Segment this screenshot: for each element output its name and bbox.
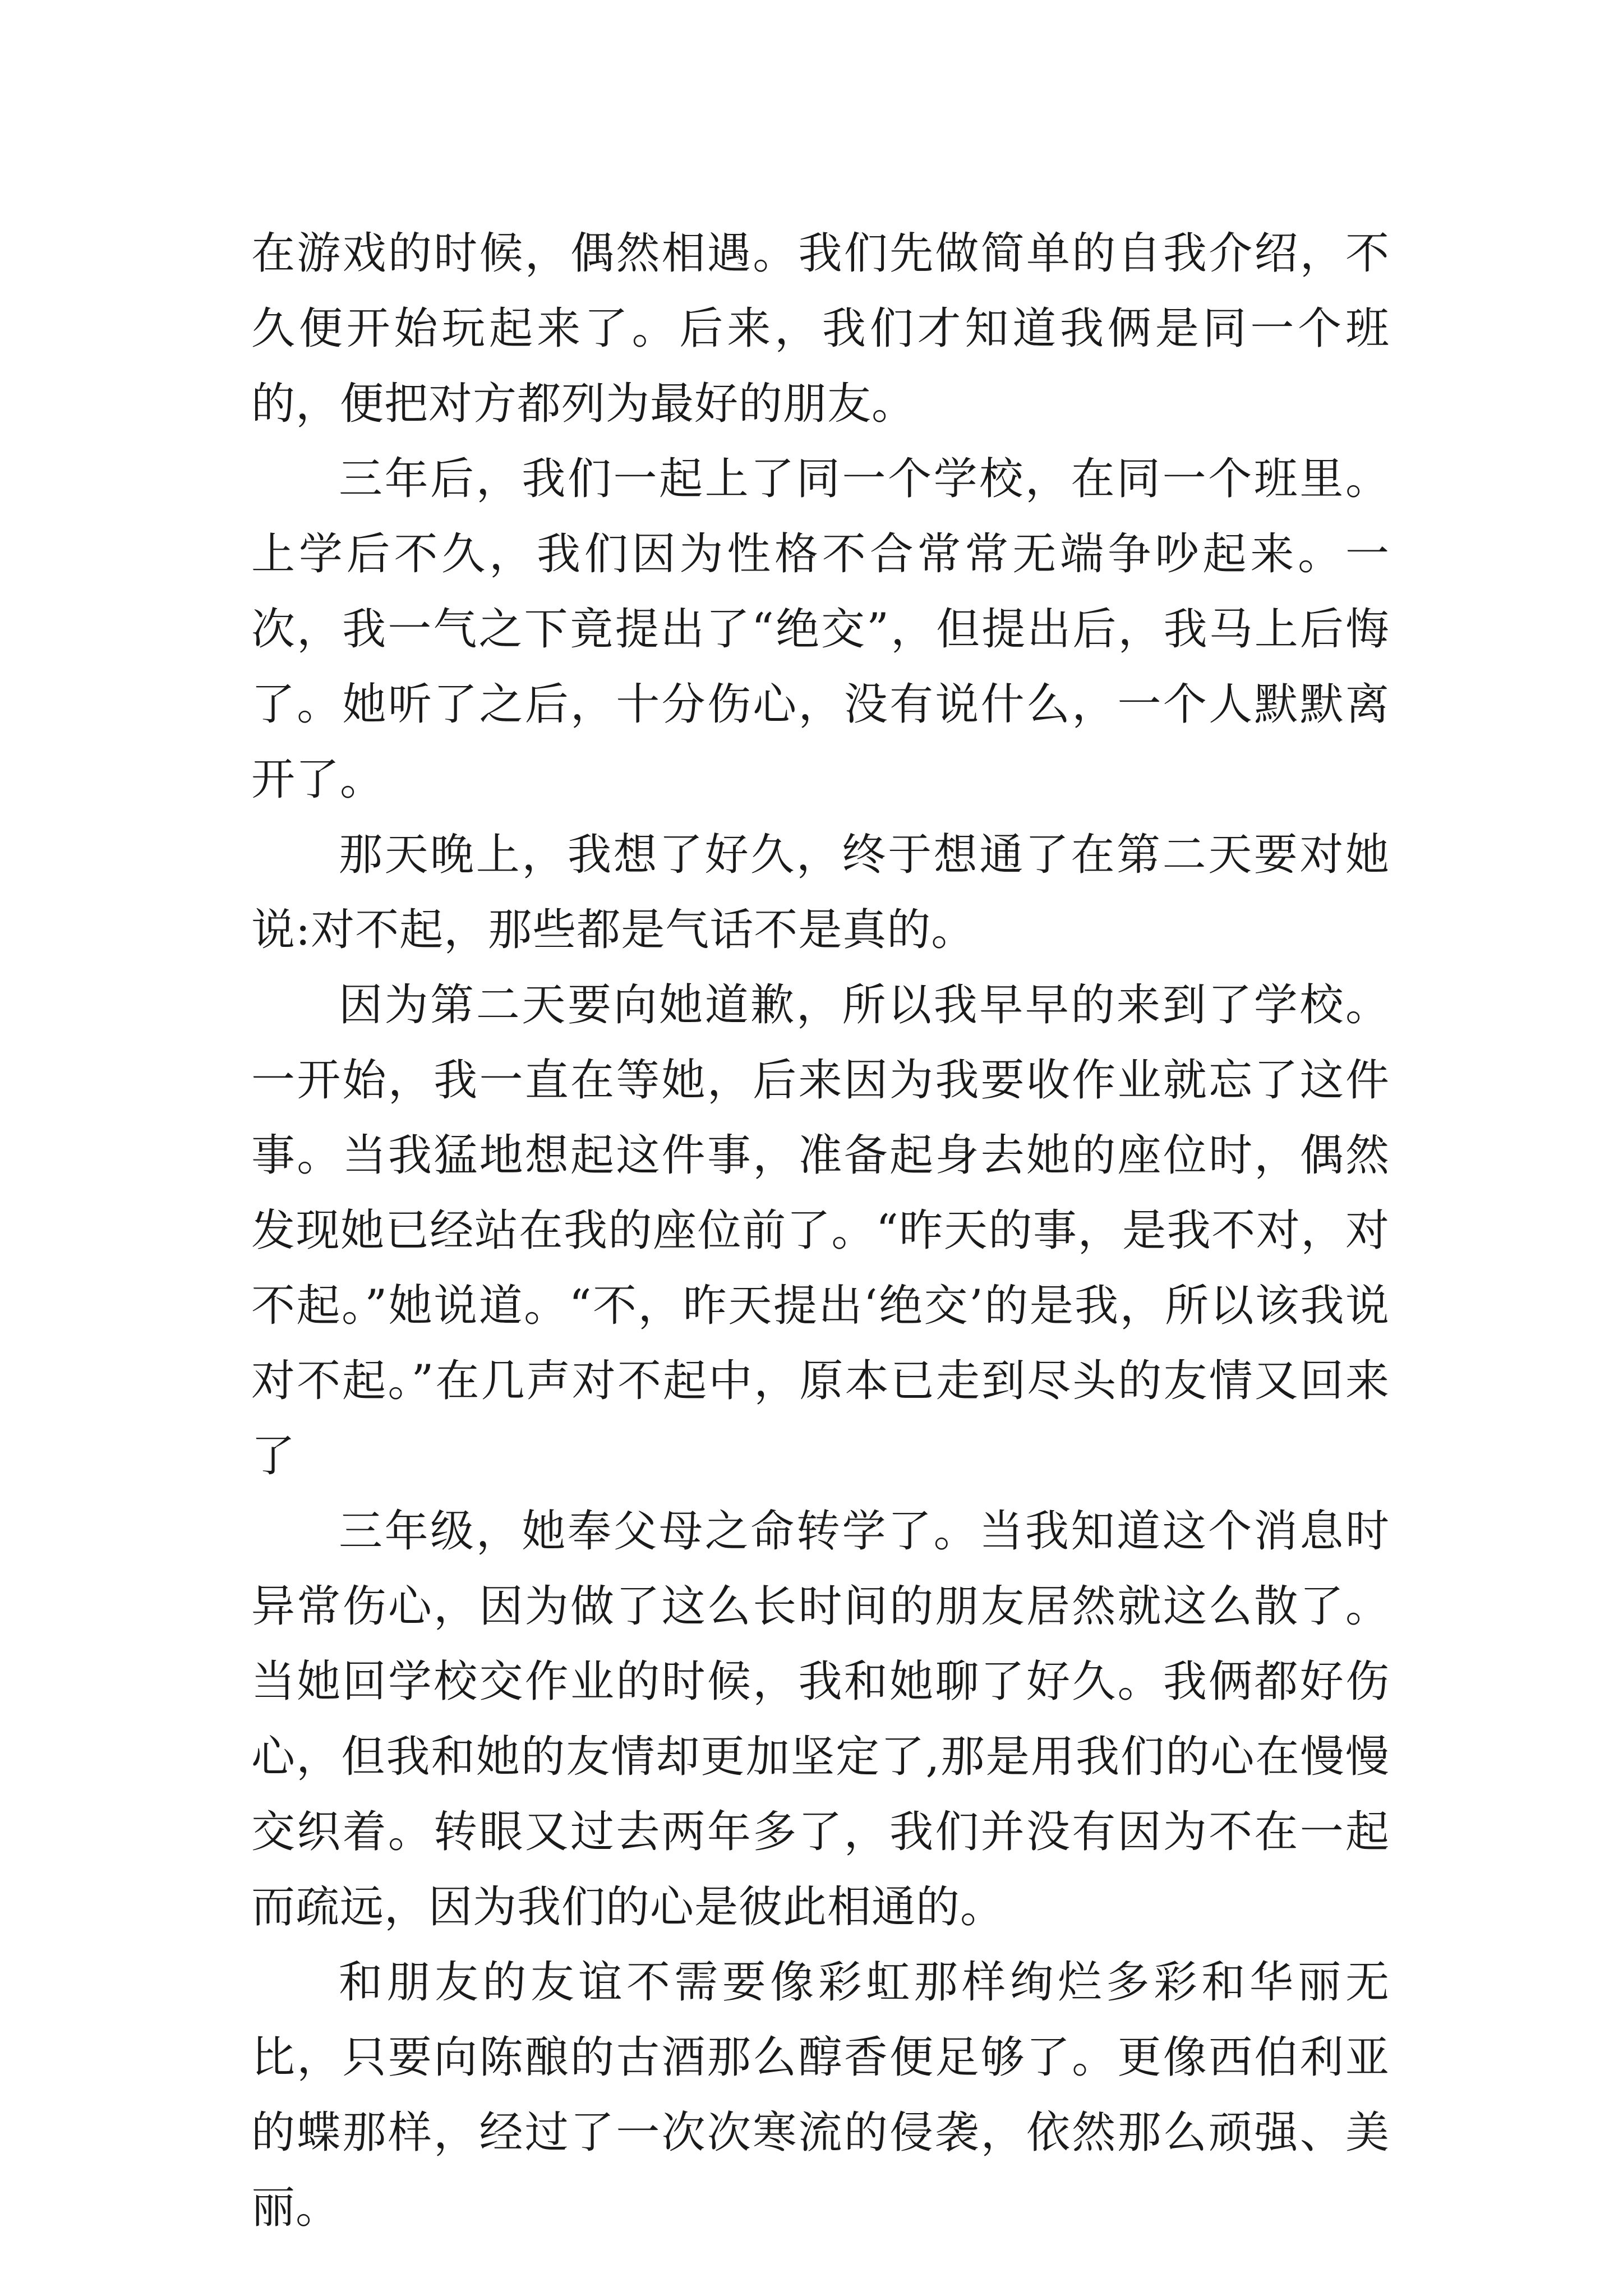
paragraph-4: 因为第二天要向她道歉，所以我早早的来到了学校。一开始，我一直在等她，后来因为我要收作业就忘了这件事。当我猛地想起这件事，准备起身去她的座位时，偶然发现她已经站在我的座位前了。“昨天的事，是我不对，对不起。”她说道。“不，昨天提出‘绝交’的是我，所以该我说对不起。”在几声对不起中，原本已走到尽头的友情又回来了 (251, 980, 1390, 1481)
paragraph-2: 三年后，我们一起上了同一个学校，在同一个班里。上学后不久，我们因为性格不合常常无端争吵起来。一次，我一气之下竟提出了“绝交”，但提出后，我马上后悔了。她听了之后，十分伤心，没有说什么，一个人默默离开了。 (251, 454, 1390, 805)
paragraph-1: 在游戏的时候，偶然相遇。我们先做简单的自我介绍，不久便开始玩起来了。后来，我们才知道我俩是同一个班的，便把对方都列为最好的朋友。 (251, 228, 1390, 429)
paragraph-3: 那天晚上，我想了好久，终于想通了在第二天要对她说:对不起，那些都是气话不是真的。 (251, 830, 1390, 955)
essay-body (251, 216, 1390, 2246)
paragraph-5: 三年级，她奉父母之命转学了。当我知道这个消息时异常伤心，因为做了这么长时间的朋友居然就这么散了。当她回学校交作业的时候，我和她聊了好久。我俩都好伤心，但我和她的友情却更加坚定了,那是用我们的心在慢慢交织着。转眼又过去两年多了，我们并没有因为不在一起而疏远，因为我们的心是彼此相通的。 (251, 1506, 1390, 1932)
paragraph-6: 和朋友的友谊不需要像彩虹那样绚烂多彩和华丽无比，只要向陈酿的古酒那么醇香便足够了。更像西伯利亚的蝶那样，经过了一次次寒流的侵袭，依然那么顽强、美丽。 (251, 1957, 1390, 2233)
